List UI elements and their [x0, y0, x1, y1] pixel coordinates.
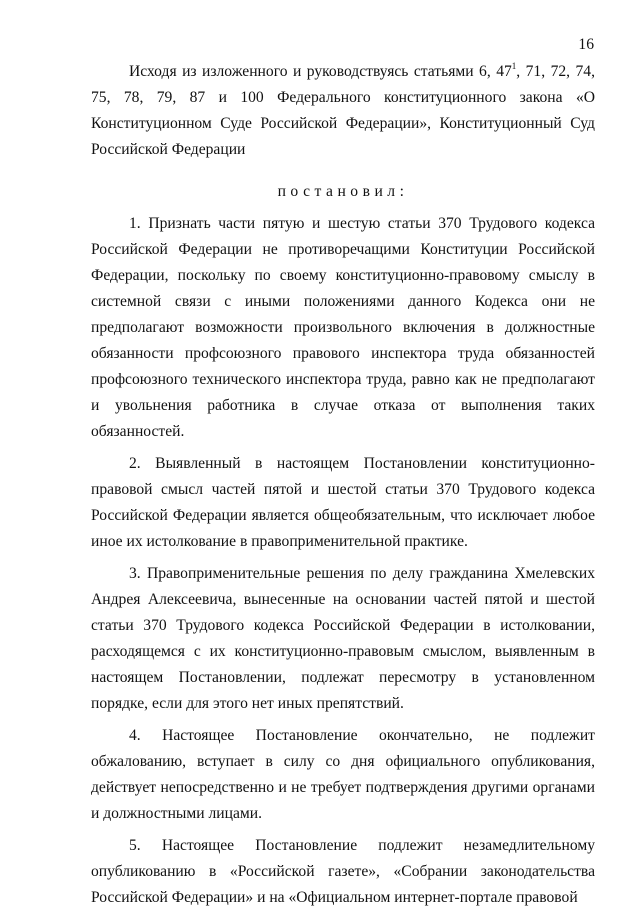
paragraph-3: 3. Правоприменительные решения по делу гражданина Хмелевских Андрея Алексеевича, вынесенные на основании частей пятой и шестой статьи 370 Трудового кодекса Российской Федерации в истолковании, расходящемся с их конституционно-правовым смыслом, выявленным в настоящем Постановлении, подлежат пересмотру в установленном порядке, если для этого нет иных препятствий.	[91, 565, 595, 712]
intro-text-end: , 71, 72, 74, 75, 78, 79, 87 и 100 Федерального конституционного закона «О Конституционном Суде Российской Федерации», Конституционный Суд Российской Федерации	[91, 63, 595, 158]
resolution-body	[91, 211, 595, 917]
resolution-heading: постановил:	[277, 183, 409, 200]
intro-block	[91, 59, 595, 169]
page-number: 16	[578, 36, 594, 53]
paragraph-1: 1. Признать части пятую и шестую статьи 370 Трудового кодекса Российской Федерации не противоречащими Конституции Российской Федерации, поскольку по своему конституционно-правовому смыслу в системной связи с иными положениями данного Кодекса они не предполагают возможности произвольного включения в должностные обязанности профсоюзного правового инспектора труда обязанностей профсоюзного технического инспектора труда, равно как не предполагают и увольнения работника в случае отказа от выполнения таких обязанностей.	[91, 215, 595, 440]
paragraph-4: 4. Настоящее Постановление окончательно, не подлежит обжалованию, вступает в силу со дня официального опубликования, действует непосредственно и не требует подтверждения другими органами и должностными лицами.	[91, 727, 595, 822]
intro-paragraph	[91, 59, 595, 163]
intro-text-start: Исходя из изложенного и руководствуясь статьями 6, 47	[129, 63, 512, 80]
paragraph-2: 2. Выявленный в настоящем Постановлении конституционно-правовой смысл частей пятой и шестой статьи 370 Трудового кодекса Российской Федерации является общеобязательным, что исключает любое иное их истолкование в правоприменительной практике.	[91, 455, 595, 550]
intro-superscript: 1	[511, 61, 517, 71]
paragraph-5: 5. Настоящее Постановление подлежит незамедлительному опубликованию в «Российской газете», «Собрании законодательства Российской Федерации» и на «Официальном интернет-портале правовой	[91, 837, 595, 906]
